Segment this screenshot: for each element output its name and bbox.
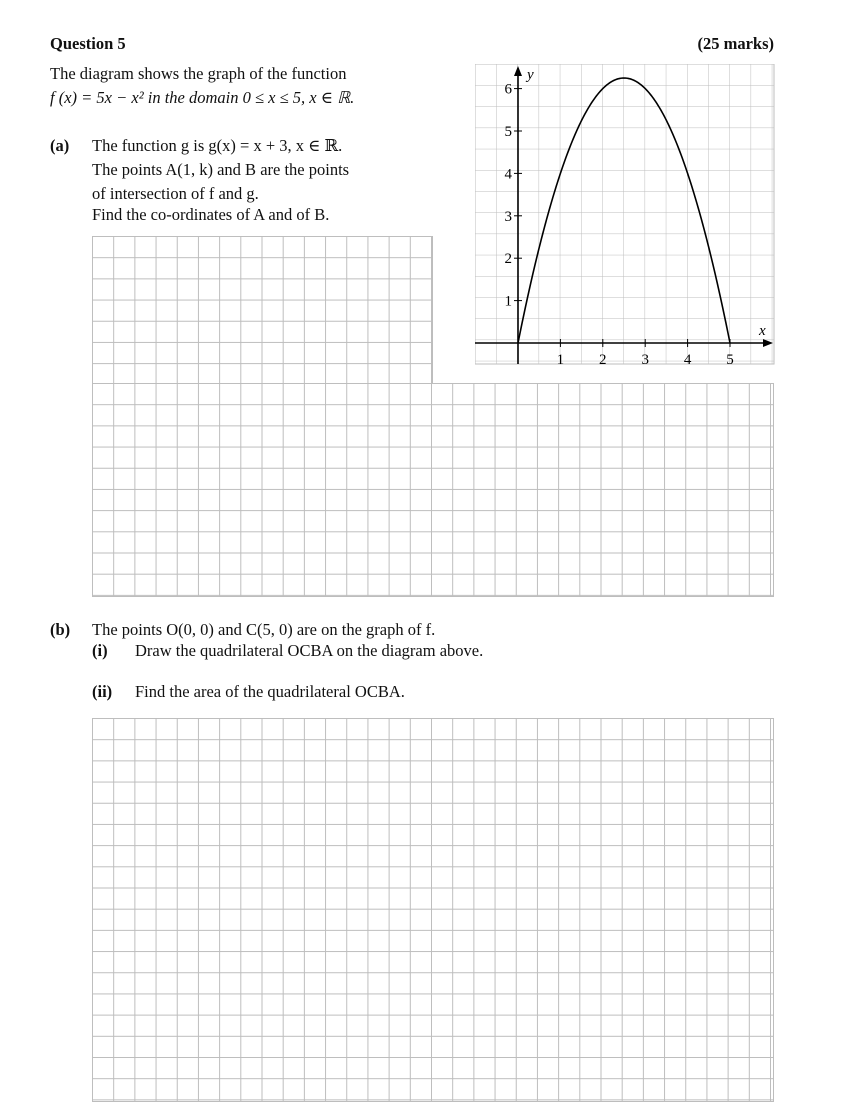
intro-line-2: f (x) = 5x − x² in the domain 0 ≤ x ≤ 5, x ∈ ℝ. — [50, 88, 355, 107]
question-marks: (25 marks) — [697, 34, 774, 53]
answer-grid-a-top[interactable] — [92, 236, 433, 384]
y-tick-label: 3 — [504, 208, 512, 225]
y-axis-label: y — [527, 67, 534, 83]
y-tick-label: 2 — [504, 251, 512, 268]
y-tick-label: 6 — [504, 81, 512, 98]
x-tick-label: 2 — [599, 352, 607, 366]
question-title: Question 5 — [50, 34, 126, 53]
part-a-label: (a) — [50, 136, 70, 155]
y-tick-label: 4 — [504, 166, 512, 183]
part-b-i-label: (i) — [92, 641, 108, 660]
part-b-text: The points O(0, 0) and C(5, 0) are on the graph of f. — [92, 620, 436, 639]
x-tick-label: 5 — [726, 352, 734, 366]
x-axis-label: x — [759, 323, 766, 339]
x-tick-label: 3 — [641, 352, 649, 366]
part-a-line-2: The points A(1, k) and B are the points — [92, 160, 350, 179]
function-graph — [475, 64, 775, 366]
answer-grid-a-bottom[interactable] — [92, 383, 774, 597]
part-b-label: (b) — [50, 620, 71, 639]
y-tick-label: 5 — [504, 124, 512, 140]
answer-grid-b[interactable] — [92, 718, 774, 1102]
part-a-line-1: The function g is g(x) = x + 3, x ∈ ℝ. — [92, 136, 343, 155]
part-b-i-text: Draw the quadrilateral OCBA on the diagram above. — [135, 641, 484, 660]
intro-line-1: The diagram shows the graph of the function — [50, 64, 347, 83]
x-tick-label: 1 — [556, 352, 565, 366]
part-b-ii-text: Find the area of the quadrilateral OCBA. — [135, 682, 405, 701]
y-tick-label: 1 — [504, 293, 512, 310]
graph-grid — [475, 64, 774, 364]
part-b-ii-label: (ii) — [92, 682, 113, 701]
part-a-line-4: Find the co-ordinates of A and of B. — [92, 205, 330, 224]
part-a-line-3: of intersection of f and g. — [92, 184, 259, 203]
x-tick-label: 4 — [683, 352, 692, 366]
